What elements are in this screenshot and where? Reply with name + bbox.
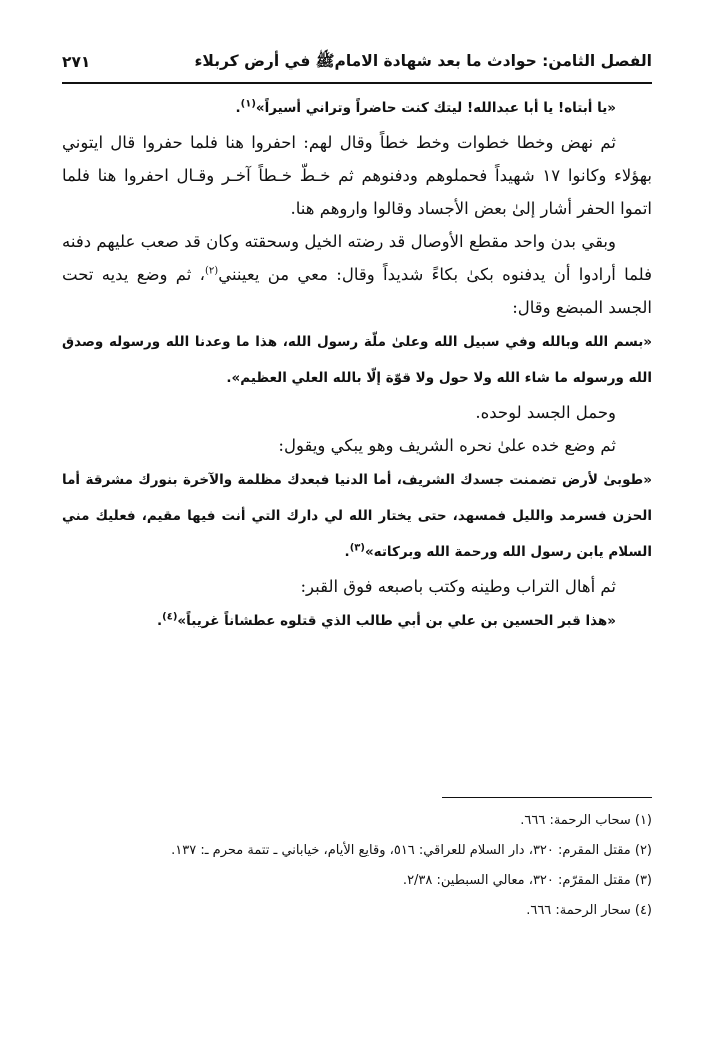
- footnote-ref[interactable]: (٣): [349, 542, 365, 554]
- paragraph: [62, 570, 652, 603]
- paragraph-tail: .: [344, 544, 350, 560]
- paragraph-tail: .: [157, 613, 163, 629]
- paragraph-text: «طوبىٰ لأرض تضمنت جسدك الشريف، أما الدنيا فبعدك مظلمة والآخرة بنورك مشرقة أما الحزن فسرمد والليل فمسهد، حتى يختار الله لي دارك التي أنت فيها مقيم، فعليك مني السلام يابن رسول الله ورحمة الله وبركاته»: [62, 472, 652, 560]
- quote-paragraph: [62, 462, 652, 570]
- footnote-ref[interactable]: (٤): [162, 611, 178, 623]
- running-header: [62, 42, 652, 84]
- paragraph-text: ثم أهال التراب وطينه وكتب باصبعه فوق القبر:: [300, 577, 616, 596]
- paragraph-text: «يا أبتاه! يا أبا عبدالله! ليتك كنت حاضراً وتراني أسيراً»: [255, 100, 616, 116]
- paragraph: [62, 429, 652, 462]
- footnote-ref[interactable]: (١): [240, 98, 256, 110]
- main-text: [62, 90, 652, 639]
- paragraph-text: وحمل الجسد لوحده.: [475, 403, 616, 422]
- paragraph-tail: .: [235, 100, 241, 116]
- paragraph: [62, 225, 652, 324]
- paragraph-text: «هذا قبر الحسين بن علي بن أبي طالب الذي قتلوه عطشاناً غريباً»: [177, 613, 616, 629]
- paragraph: [62, 396, 652, 429]
- paragraph-text: «بسم الله وبالله وفي سبيل الله وعلىٰ ملّة رسول الله، هذا ما وعدنا الله ورسوله وصدق الله ورسوله ما شاء الله ولا حول ولا قوّة إلّا بالله العلي العظيم».: [62, 334, 652, 386]
- paragraph: [62, 126, 652, 225]
- footnote: (٤) سحار الرحمة: ٦٦٦.: [526, 903, 652, 918]
- paragraph-tail: ، ثم وضع يديه تحت الجسد المبضع وقال:: [62, 265, 652, 317]
- footnote-divider: [442, 797, 652, 798]
- footnote: (٢) مقتل المقرم: ٣٢٠، دار السلام للعراقي: ٥١٦، وقايع الأيام، خياباني ـ تتمة محرم ـ: ١٣٧.: [171, 843, 652, 858]
- quote-paragraph: [62, 324, 652, 396]
- paragraph-text: وبقي بدن واحد مقطع الأوصال قد رضته الخيل وسحقته وكان قد صعب عليهم دفنه فلما أرادوا أن يدفنوه بكىٰ بكاءً شديداً وقال: معي من يعينني: [62, 232, 652, 284]
- paragraph-text: ثم وضع خده علىٰ نحره الشريف وهو يبكي ويقول:: [278, 436, 616, 455]
- quote-paragraph: [62, 603, 652, 639]
- chapter-title: الفصل الثامن: حوادث ما بعد شهادة الامامﷺ في أرض كربلاء: [194, 51, 652, 70]
- footnote: (١) سحاب الرحمة: ٦٦٦.: [520, 813, 652, 828]
- footnote: (٣) مقتل المقرّم: ٣٢٠، معالي السبطين: ٢/٣٨.: [402, 873, 652, 888]
- quote-paragraph: [62, 90, 652, 126]
- paragraph-text: ثم نهض وخطا خطوات وخط خطاً وقال لهم: احفروا هنا فلما حفروا قال ايتوني بهؤلاء وكانوا ١٧ شهيداً فحملوهم ودفنوهم ثم خـطّ خـطاً آخـر وقـال احفروا هنا فلما اتموا الحفر أشار إلىٰ بعض الأجساد وقالوا واروهم هنا.: [62, 133, 653, 218]
- footnote-ref[interactable]: (٢): [205, 265, 219, 277]
- page-number: ٢٧١: [62, 53, 91, 71]
- footnotes: [62, 806, 652, 926]
